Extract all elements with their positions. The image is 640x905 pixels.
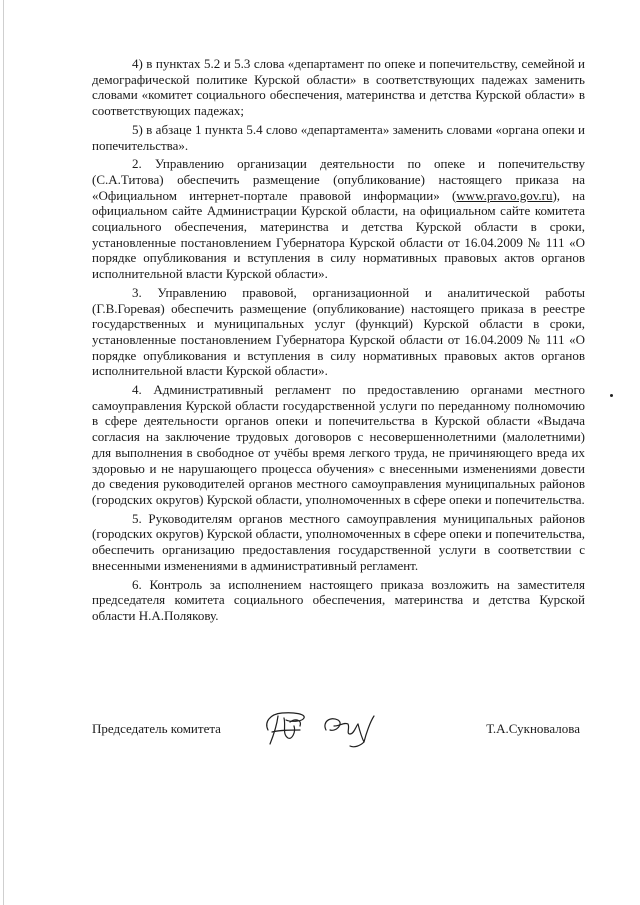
- paragraph-clause-2: [92, 156, 585, 282]
- clause-2-text-start: 2. Управлению организации деятельности по опеке и попечительству (С.А.Титова) обеспечить размещение (опубликование) настоящего приказа на «Официальном интернет-портале правовой информации» (: [92, 156, 585, 203]
- signatory-title: Председатель комитета: [92, 721, 221, 736]
- handwritten-signature: [260, 704, 410, 752]
- scan-speck: [610, 394, 613, 397]
- paragraph-clause-3: 3. Управлению правовой, организационной и аналитической работы (Г.В.Горевая) обеспечить размещение (опубликование) настоящего приказа в реестре государственных и муниципальных услуг (функций) Курской области в сроки, установленные постановлением Губернатора Курской области от 16.04.2009 № 111 «О порядке опубликования и вступления в силу нормативных правовых актов органов исполнительной власти Курской области».: [92, 284, 585, 379]
- signature-block: [92, 712, 585, 772]
- paragraph-item-4: 4) в пунктах 5.2 и 5.3 слова «департамент по опеке и попечительству, семейной и демографической политике Курской области» в соответствующих падежах заменить словами «комитет социального обеспечения, материнства и детства Курской области» в соответствующих падежах;: [92, 56, 585, 119]
- paragraph-clause-6: 6. Контроль за исполнением настоящего приказа возложить на заместителя председателя комитета социального обеспечения, материнства и детства Курской области Н.А.Полякову.: [92, 576, 585, 623]
- clause-2-text-end: ), на официальном сайте Администрации Курской области, на официальном сайте комитета социального обеспечения, материнства и детства Курской области в сроки, установленные постановлением Губернатора Курской области от 16.04.2009 № 111 «О порядке опубликования и вступления в силу нормативных правовых актов органов исполнительной власти Курской области».: [92, 187, 585, 282]
- paragraph-item-5: 5) в абзаце 1 пункта 5.4 слово «департамента» заменить словами «органа опеки и попечительства».: [92, 121, 585, 153]
- scan-edge-line: [3, 0, 4, 905]
- paragraph-clause-5: 5. Руководителям органов местного самоуправления муниципальных районов (городских округов) Курской области, уполномоченных в сфере опеки и попечительства, обеспечить организацию предоставления государственной услуги в соответствии с внесенными изменениями в административный регламент.: [92, 510, 585, 573]
- document-body: [92, 56, 585, 627]
- paragraph-clause-4: 4. Административный регламент по предоставлению органами местного самоуправления Курской области государственной услуги по переданному полномочию в сфере деятельности органов опеки и попечительства в Курской области «Выдача согласия на заключение трудовых договоров с несовершеннолетними (малолетними) для выполнения в свободное от учёбы время легкого труда, не причиняющего вреда их здоровью и не нарушающего процесса обучения» с внесенными изменениями довести до сведения руководителей органов местного самоуправления муниципальных районов (городских округов) Курской области, уполномоченных в сфере опеки и попечительства.: [92, 382, 585, 507]
- signatory-name: Т.А.Сукновалова: [486, 721, 580, 736]
- pravo-gov-link[interactable]: www.pravo.gov.ru: [456, 187, 553, 203]
